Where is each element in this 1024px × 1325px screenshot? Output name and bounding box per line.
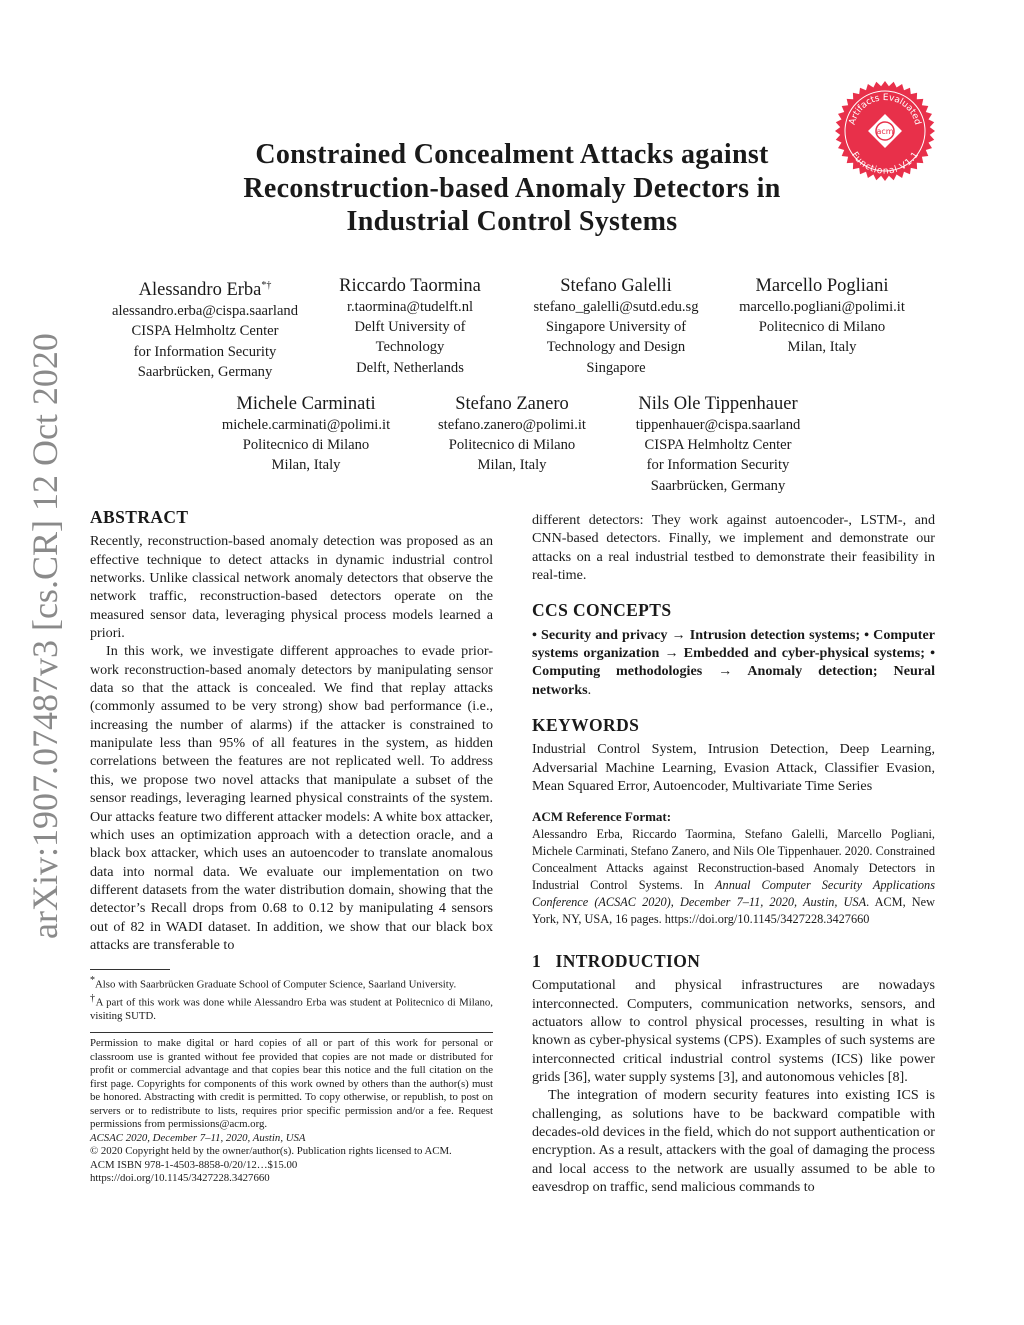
- doi-link[interactable]: https://doi.org/10.1145/3427228.3427660: [90, 1172, 270, 1184]
- author-affiliation: Singapore: [586, 359, 646, 376]
- svg-text:Functional V1.1: Functional V1.1: [848, 150, 921, 177]
- author-email[interactable]: tippenhauer@cispa.saarland: [635, 417, 801, 433]
- isbn-line: ACM ISBN 978-1-4503-8858-0/20/12…$15.00: [90, 1158, 298, 1171]
- author-affiliation: Saarbrücken, Germany: [137, 363, 273, 380]
- paper-title: [150, 138, 874, 239]
- author-affiliation: Politecnico di Milano: [758, 319, 886, 336]
- author-affiliation: Technology: [375, 339, 445, 356]
- author: [201, 393, 411, 476]
- section-title: INTRODUCTION: [555, 950, 701, 971]
- author: [100, 275, 310, 382]
- author-email[interactable]: marcello.pogliani@polimi.it: [739, 299, 905, 315]
- ccs-heading: CCS CONCEPTS: [532, 600, 672, 621]
- author-affiliation: Milan, Italy: [271, 457, 341, 474]
- ccs-item: • Computing methodologies → Anomaly detection: [532, 645, 936, 680]
- ccs-item: • Security and privacy → Intrusion detection systems: [532, 626, 856, 643]
- acm-reference-venue: Annual Computer Security Applications Conference (ACSAC 2020), December 7–11, 2020, Austin, USA: [532, 878, 935, 909]
- author-affiliation: Milan, Italy: [787, 339, 857, 356]
- author-affiliation: for Information Security: [133, 343, 277, 360]
- author-name: Marcello Pogliani: [755, 276, 889, 296]
- author-name: Riccardo Taormina: [339, 276, 481, 296]
- acm-reference: [532, 809, 935, 927]
- ccs-item: • Computer systems organization → Embedded and cyber-physical systems: [532, 626, 935, 662]
- left-column: [90, 508, 493, 954]
- acm-reference-text: Alessandro Erba, Riccardo Taormina, Stefano Galelli, Marcello Pogliani, Michele Carminati, Stefano Zanero, and Nils Ole Tippenhauer. 2020. Constrained Concealment Attacks against Reconstruction-based Anomaly Detectors in Industrial Control Systems. In: [532, 827, 935, 893]
- author-affiliation: Politecnico di Milano: [448, 437, 576, 454]
- abstract-paragraph: Recently, reconstruction-based anomaly detection was proposed as an effective technique to detect attacks in dynamic industrial control networks. Unlike classical network anomaly detectors that observe the network traffic, reconstruction-based detectors operate on the measured sensor data, leveraging physical process models learned a priori.: [90, 533, 493, 642]
- acm-reference-text: . ACM, New York, NY, USA, 16 pages. https://doi.org/10.1145/3427228.3427660: [532, 895, 935, 926]
- author-name: Stefano Galelli: [560, 276, 672, 296]
- permission-divider: [90, 1032, 493, 1033]
- author-email[interactable]: alessandro.erba@cispa.saarland: [111, 303, 299, 320]
- ccs-item: Neural networks: [532, 663, 936, 698]
- permission-block: [90, 1037, 493, 1186]
- author-name: Nils Ole Tippenhauer: [638, 394, 798, 414]
- footnote: Also with Saarbrücken Graduate School of Computer Science, Saarland University.: [95, 978, 457, 991]
- author-affiliation: Saarbrücken, Germany: [650, 477, 786, 494]
- abstract-heading: ABSTRACT: [90, 507, 189, 527]
- copyright-line: © 2020 Copyright held by the owner/author(s). Publication rights licensed to ACM.: [90, 1145, 452, 1157]
- title-line: Constrained Concealment Attacks against: [255, 139, 769, 170]
- svg-text:acm: acm: [876, 127, 894, 136]
- author-affiliation: Delft University of: [354, 319, 466, 336]
- author-affiliation: CISPA Helmholtz Center: [644, 437, 792, 454]
- arxiv-watermark: arXiv:1907.07487v3 [cs.CR] 12 Oct 2020: [25, 333, 65, 939]
- svg-text:Artifacts Evaluated: Artifacts Evaluated: [847, 92, 923, 127]
- right-column: [532, 511, 935, 1196]
- ccs-concepts: • Security and privacy → Intrusion detection systems; • Computer systems organization → Embedded and cyber-physical systems; • Computing methodologies → Anomaly detection; Neural networks.: [532, 626, 936, 698]
- author: [407, 393, 617, 476]
- author-email[interactable]: stefano.zanero@polimi.it: [438, 417, 586, 433]
- author-name: Michele Carminati: [236, 394, 376, 414]
- author: [511, 275, 721, 378]
- author: [717, 275, 927, 358]
- title-line: Industrial Control Systems: [346, 206, 678, 237]
- author-affiliation: Singapore University of: [545, 319, 687, 336]
- author-email[interactable]: r.taormina@tudelft.nl: [346, 299, 474, 315]
- section-number: 1: [532, 950, 542, 971]
- footnote: A part of this work was done while Alessandro Erba was student at Politecnico di Milano, visiting SUTD.: [90, 996, 493, 1023]
- author-affiliation: Delft, Netherlands: [356, 359, 464, 376]
- abstract-paragraph: In this work, we investigate different approaches to evade prior-work reconstruction-based anomaly detectors by manipulating sensor data so that the attack is concealed. We find that replay attacks (commonly assumed to be very strong) show bad performance (i.e., increasing the number of alarms) if the attacker is constrained to manipulate less than 95% of all features in the system, as hidden correlations between the features are not replicated well. To address this, we propose two novel attacks that manipulate a subset of the sensor readings, leveraging learned physical constraints of the system. Our attacks feature two different attacker models: A white box attacker, which uses an optimization approach with a detection oracle, and a black box attacker, which uses an autoencoder to translate anomalous data into normal data. We evaluate our implementation on two different datasets from the water distribution domain, showing that the detector’s Recall drops from 0.68 to 0.12 by manipulating 4 sensors out of 82 in WADI dataset. In addition, we show that our black box attacks are transferable to: [90, 643, 493, 953]
- venue-line: ACSAC 2020, December 7–11, 2020, Austin, USA: [90, 1131, 306, 1144]
- author-name: Alessandro Erba*†: [138, 280, 272, 301]
- author-affiliation: Technology and Design: [546, 339, 686, 356]
- author-email[interactable]: michele.carminati@polimi.it: [221, 417, 391, 433]
- keywords-text: Industrial Control System, Intrusion Detection, Deep Learning, Adversarial Machine Learning, Evasion Attack, Classifier Evasion, Mean Squared Error, Autoencoder, Multivariate Time Series: [532, 741, 935, 795]
- footnotes: *Also with Saarbrücken Graduate School of Computer Science, Saarland University. †A part of this work was done while Alessandro Erba was student at Politecnico di Milano, visiting SUTD.: [90, 975, 493, 1023]
- abstract-paragraph: different detectors: They work against autoencoder-, LSTM-, and CNN-based detectors. Finally, we implement and demonstrate our attacks on a real industrial testbed to demonstrate their feasibility in real-time.: [532, 512, 935, 584]
- introduction-heading: [532, 952, 935, 970]
- footnote-divider: [90, 969, 170, 970]
- author-name: Stefano Zanero: [455, 394, 569, 414]
- author-email[interactable]: stefano_galelli@sutd.edu.sg: [533, 299, 699, 315]
- author-affiliation: Milan, Italy: [477, 457, 547, 474]
- author-affiliation: for Information Security: [646, 457, 790, 474]
- intro-paragraph: Computational and physical infrastructures are nowadays interconnected. Computers, communication networks, sensors, and actuators allow to control physical processes, resulting in what is known as cyber-physical systems (CPS). Examples of such systems are interconnected critical industrial control systems (ICS) like power grids [36], water supply systems [3], and autonomous vehicles [8].: [532, 977, 935, 1085]
- author: [613, 393, 823, 496]
- author-affiliation: Politecnico di Milano: [242, 437, 370, 454]
- title-line: Reconstruction-based Anomaly Detectors in: [243, 172, 781, 204]
- author: [305, 275, 515, 378]
- permission-text: Permission to make digital or hard copies of all or part of this work for personal or classroom use is granted without fee provided that copies are not made or distributed for profit or commercial advantage and that copies bear this notice and the full citation on the first page. Copyrights for components of this work owned by others than the author(s) must be honored. Abstracting with credit is permitted. To copy otherwise, or republish, to post on servers or to redistribute to lists, requires prior specific permission and/or a fee. Request permissions from permissions@acm.org.: [90, 1037, 493, 1130]
- intro-paragraph: The integration of modern security features into existing ICS is challenging, as solutions have to be backward compatible with decades-old devices in the field, which do not support authentication or encryption. As a result, attackers with the goal of damaging the process and local access to the network are usually assumed to be able to eavesdrop on traffic, send malicious commands to: [532, 1087, 935, 1195]
- acm-reference-heading: ACM Reference Format:: [532, 809, 672, 825]
- author-affiliation: CISPA Helmholtz Center: [131, 323, 279, 340]
- keywords-heading: KEYWORDS: [532, 715, 640, 736]
